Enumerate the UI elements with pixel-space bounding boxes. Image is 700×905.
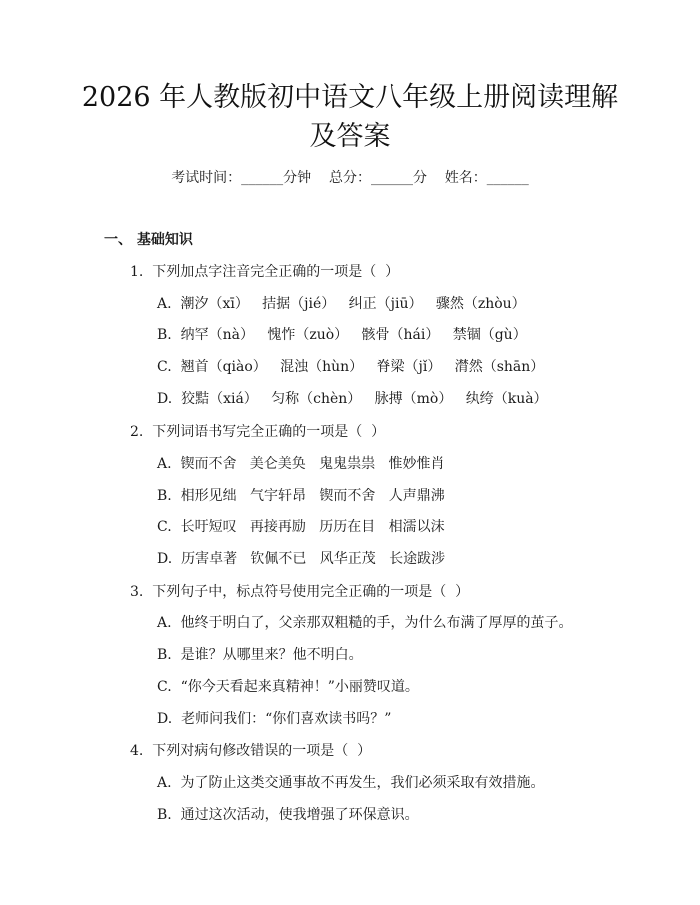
question-1-option-c: C. 翘首（qiào） 混浊（hùn） 脊梁（jǐ） 潸然（shān） (157, 359, 545, 375)
question-2-option-b: B. 相形见绌 气宇轩昂 锲而不舍 人声鼎沸 (157, 488, 445, 504)
exam-info-line: 考试时间：______分钟 总分：______分 姓名：______ (171, 170, 529, 186)
question-4-option-a: A. 为了防止这类交通事故不再发生，我们必须采取有效措施。 (157, 775, 545, 791)
question-2-stem: 2. 下列词语书写完全正确的一项是（ ） (130, 424, 386, 440)
question-4-stem: 4. 下列对病句修改错误的一项是（ ） (130, 743, 372, 759)
question-3-stem: 3. 下列句子中，标点符号使用完全正确的一项是（ ） (130, 584, 470, 600)
doc-title-line1: 2026 年人教版初中语文八年级上册阅读理解 (81, 82, 619, 113)
question-1-option-d: D. 狡黠（xiá） 匀称（chèn） 脉搏（mò） 纨绔（kuà） (157, 391, 548, 407)
question-1-option-b: B. 纳罕（nà） 愧怍（zuò） 骸骨（hái） 禁锢（gù） (157, 327, 527, 343)
doc-title-line2: 及答案 (309, 121, 391, 152)
question-1-stem: 1. 下列加点字注音完全正确的一项是（ ） (130, 264, 400, 280)
question-1-option-a: A. 潮汐（xī） 拮据（jié） 纠正（jiū） 骤然（zhòu） (157, 296, 526, 312)
question-2-option-d: D. 历害卓著 钦佩不已 风华正茂 长途跋涉 (157, 551, 446, 567)
question-3-option-b: B. 是谁？从哪里来？他不明白。 (157, 647, 363, 663)
section-heading: 一、 基础知识 (104, 232, 193, 248)
question-4-option-b: B. 通过这次活动，使我增强了环保意识。 (157, 807, 419, 823)
question-3-option-a: A. 他终于明白了，父亲那双粗糙的手，为什么布满了厚厚的茧子。 (157, 615, 573, 631)
question-2-option-c: C. 长吁短叹 再接再励 历历在目 相濡以沫 (157, 519, 445, 535)
question-3-option-d: D. 老师问我们：“你们喜欢读书吗？” (157, 711, 392, 727)
question-2-option-a: A. 锲而不舍 美仑美奂 鬼鬼祟祟 惟妙惟肖 (157, 456, 445, 472)
question-3-option-c: C. “你今天看起来真精神！”小丽赞叹道。 (157, 679, 419, 695)
